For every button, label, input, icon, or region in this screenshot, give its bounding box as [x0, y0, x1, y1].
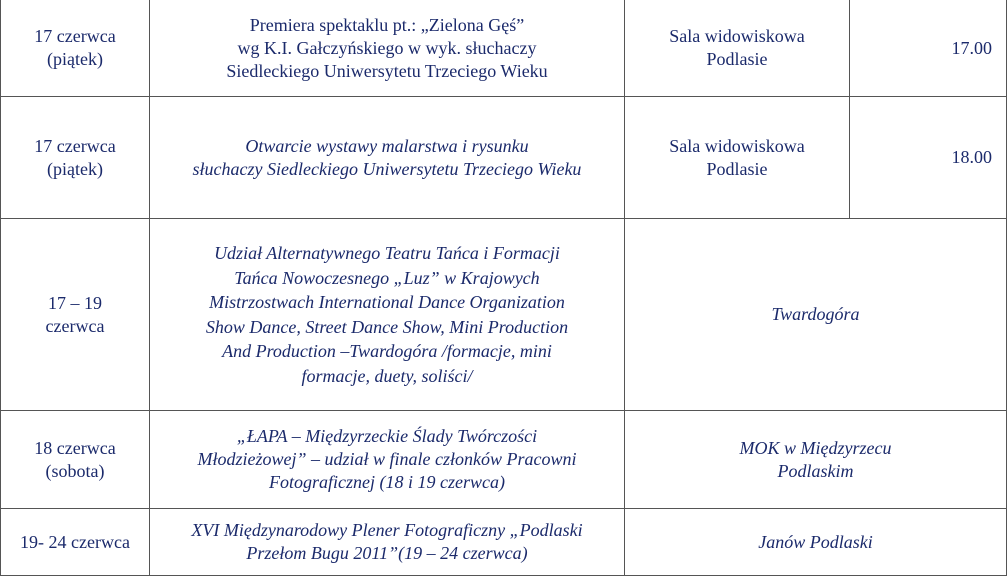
event-date-cell [1, 509, 150, 576]
event-place-line: Podlasie [706, 49, 768, 69]
event-description-line: wg K.I. Gałczyńskiego w wyk. słuchaczy [237, 37, 537, 58]
event-date-month: czerwca [45, 315, 105, 336]
table-row [1, 219, 1007, 411]
event-time-cell [850, 97, 1007, 219]
event-place-cell [625, 97, 850, 219]
event-date-cell [1, 97, 150, 219]
event-date: 18 czerwca [34, 437, 116, 458]
event-place-line: Podlaskim [777, 460, 854, 481]
event-description-line: Premiera spektaklu pt.: „Zielona Gęś” [249, 14, 525, 35]
table-row [1, 509, 1007, 576]
table-row [1, 97, 1007, 219]
event-description-cell [150, 97, 625, 219]
event-place-cell [625, 509, 1007, 576]
event-place-line: Twardogóra [771, 304, 860, 324]
event-description-line: Mistrzostwach International Dance Organization [209, 292, 565, 312]
event-weekday: (piątek) [47, 158, 103, 179]
event-description-line: Otwarcie wystawy malarstwa i rysunku [245, 135, 529, 156]
event-description-cell [150, 509, 625, 576]
event-place-line: Sala widowiskowa [669, 135, 805, 156]
event-description-line: Młodzieżowej” – udział w finale członków Pracowni [197, 449, 577, 469]
event-description-line: Przełom Bugu 2011”(19 – 24 czerwca) [246, 543, 528, 563]
table-row [1, 0, 1007, 97]
event-description-cell [150, 0, 625, 97]
event-date-range: 17 – 19 [48, 292, 102, 313]
event-date-cell [1, 0, 150, 97]
table-row [1, 411, 1007, 509]
event-description-cell [150, 219, 625, 411]
event-date-cell [1, 219, 150, 411]
event-description-line: Tańca Nowoczesnego „Luz” w Krajowych [234, 267, 540, 288]
event-place-cell [625, 411, 1007, 509]
event-description-line: XVI Międzynarodowy Plener Fotograficzny „Podlaski [191, 520, 583, 540]
event-time: 18.00 [951, 147, 992, 167]
event-place-line: Podlasie [706, 158, 768, 179]
event-description-line: „ŁAPA – Międzyrzeckie Ślady Twórczości [236, 426, 538, 446]
event-description-line: Show Dance, Street Dance Show, Mini Production [205, 316, 569, 337]
event-description-line: formacje, duety, soliści/ [301, 365, 473, 386]
event-date: 17 czerwca [34, 26, 116, 46]
event-time-cell [850, 0, 1007, 97]
event-weekday: (piątek) [47, 49, 103, 69]
event-description-line: Siedleckiego Uniwersytetu Trzeciego Wieku [226, 60, 548, 81]
event-description-cell [150, 411, 625, 509]
event-place-line: MOK w Międzyrzecu [739, 437, 892, 458]
event-description-line: And Production –Twardogóra /formacje, mini [222, 341, 552, 361]
event-description-line: Udział Alternatywnego Teatru Tańca i Formacji [214, 243, 560, 263]
event-description-line: słuchaczy Siedleckiego Uniwersytetu Trzeciego Wieku [192, 158, 582, 179]
event-place-cell [625, 0, 850, 97]
event-date-range: 19- 24 czerwca [20, 531, 130, 552]
event-place-cell [625, 219, 1007, 411]
event-place-line: Sala widowiskowa [669, 26, 805, 46]
event-weekday: (sobota) [45, 460, 105, 481]
event-description-line: Fotograficznej (18 i 19 czerwca) [269, 472, 505, 492]
event-date-cell [1, 411, 150, 509]
event-date: 17 czerwca [34, 135, 116, 156]
event-place-line: Janów Podlaski [758, 531, 873, 552]
event-time: 17.00 [951, 37, 992, 58]
